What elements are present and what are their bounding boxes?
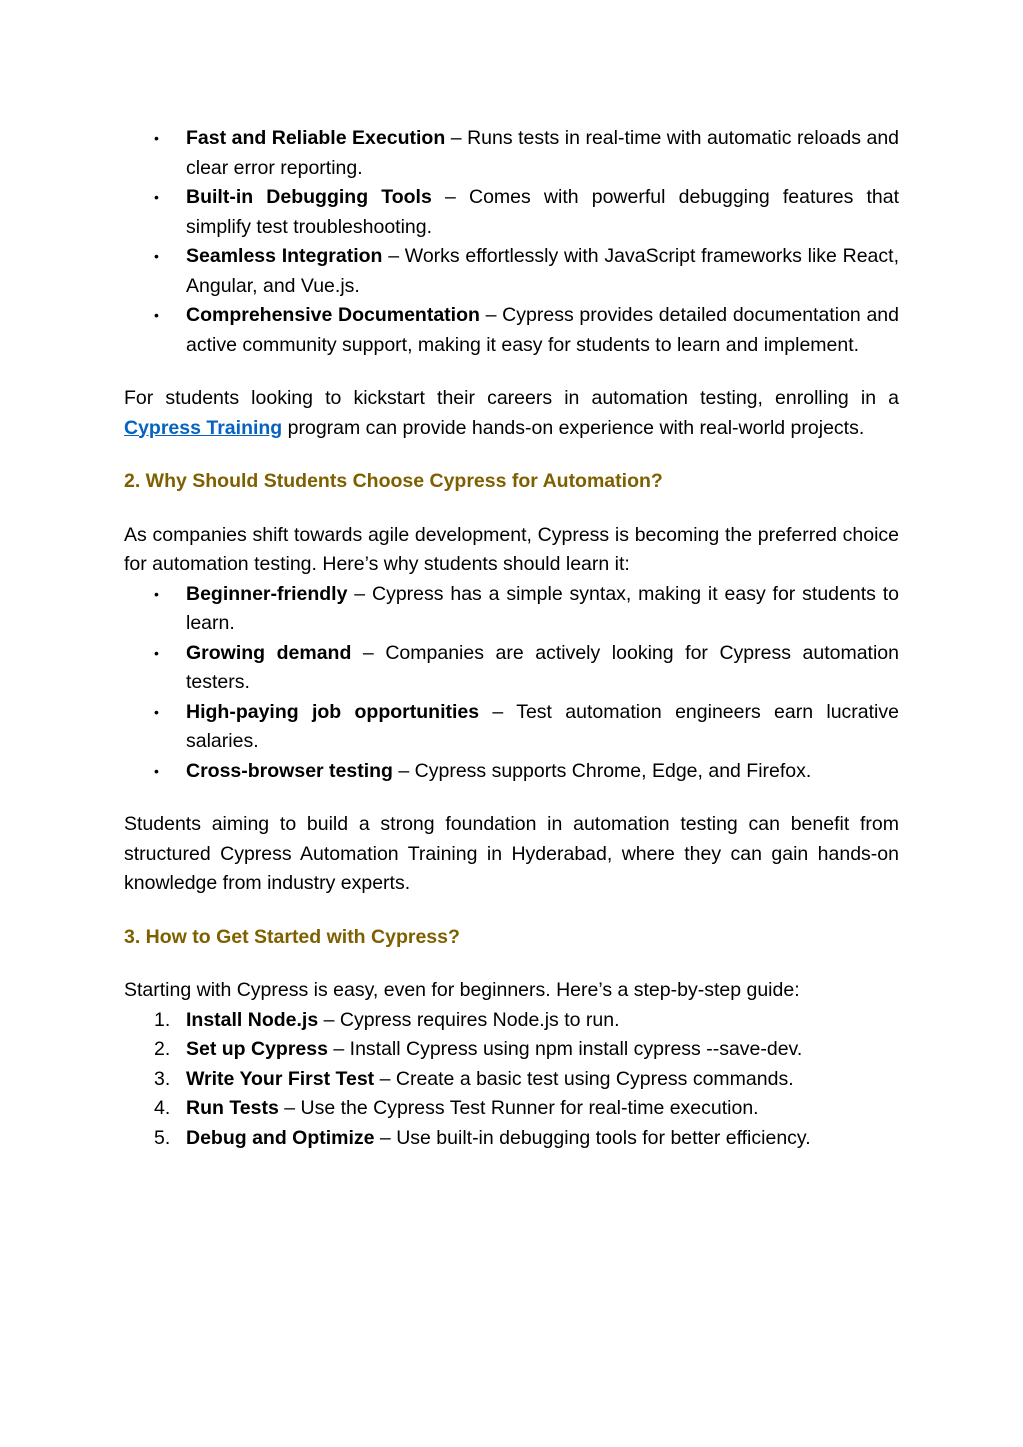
item-term: Beginner-friendly (186, 582, 348, 605)
step-number: 4. (154, 1097, 171, 1119)
list-item (124, 301, 899, 360)
section-intro: Starting with Cypress is easy, even for beginners. Here’s a step-by-step guide: (124, 979, 800, 1001)
item-description: – Cypress requires Node.js to run. (318, 1008, 620, 1031)
item-term: Write Your First Test (186, 1067, 375, 1090)
list-item (124, 698, 899, 757)
item-term: Debug and Optimize (186, 1126, 375, 1149)
step-number: 3. (154, 1067, 171, 1090)
list-item (124, 1065, 899, 1095)
list-item (124, 242, 899, 301)
features-list (124, 124, 899, 360)
bullet-icon: • (154, 585, 159, 602)
paragraph-text: program can provide hands-on experience with real-world projects. (282, 416, 865, 439)
training-paragraph (124, 384, 899, 443)
cypress-training-link[interactable]: Cypress Training (124, 416, 283, 439)
list-item (124, 1035, 899, 1065)
item-description: – Use the Cypress Test Runner for real-time execution. (278, 1097, 759, 1119)
item-term: Run Tests (186, 1097, 279, 1119)
item-term: Comprehensive Documentation (186, 304, 480, 326)
item-term: Built-in Debugging Tools (186, 186, 432, 208)
bullet-icon: • (154, 307, 159, 323)
list-item (124, 1124, 899, 1154)
section-heading: 3. How to Get Started with Cypress? (124, 925, 460, 948)
list-item (124, 1094, 899, 1124)
item-description: – Test automation engineers earn lucrative salaries. (186, 700, 899, 752)
item-term: Seamless Integration (186, 245, 383, 267)
document-page (124, 124, 899, 1153)
bullet-icon: • (154, 189, 159, 205)
reasons-list (124, 580, 899, 787)
item-description: – Runs tests in real-time with automatic reloads and clear error reporting. (186, 127, 900, 179)
list-item (124, 124, 899, 183)
list-item (124, 757, 899, 787)
list-item (124, 639, 899, 698)
section-intro: As companies shift towards agile development, Cypress is becoming the preferred choice for automation testing. Here’s why students should learn it: (124, 523, 899, 575)
item-description: – Works effortlessly with JavaScript frameworks like React, Angular, and Vue.js. (186, 245, 899, 297)
item-term: Growing demand (186, 641, 352, 664)
item-term: Cross-browser testing (186, 759, 393, 782)
bullet-icon: • (154, 644, 159, 661)
section-heading: 2. Why Should Students Choose Cypress for Automation? (124, 470, 663, 492)
bullet-icon: • (154, 762, 159, 779)
item-description: – Use built-in debugging tools for better efficiency. (374, 1126, 811, 1149)
list-item (124, 183, 899, 242)
item-description: – Create a basic test using Cypress commands. (374, 1067, 794, 1090)
item-description: – Cypress has a simple syntax, making it easy for students to learn. (186, 582, 899, 634)
step-number: 1. (154, 1008, 171, 1031)
step-number: 2. (154, 1038, 171, 1060)
item-term: High-paying job opportunities (186, 700, 480, 723)
item-description: – Cypress provides detailed documentation and active community support, making it easy for students to learn and implement. (186, 304, 899, 356)
bullet-icon: • (154, 130, 159, 146)
item-description: – Cypress supports Chrome, Edge, and Firefox. (392, 759, 812, 782)
item-description: – Install Cypress using npm install cypress --save-dev. (327, 1038, 803, 1060)
closing-paragraph: Students aiming to build a strong foundation in automation testing can benefit from structured Cypress Automation Training in Hyderabad, where they can gain hands-on knowledge from industry experts. (124, 813, 899, 894)
item-term: Fast and Reliable Execution (186, 127, 446, 149)
step-number: 5. (154, 1126, 171, 1149)
item-description: – Comes with powerful debugging features that simplify test troubleshooting. (186, 186, 899, 238)
item-term: Set up Cypress (186, 1038, 328, 1060)
paragraph-text: For students looking to kickstart their careers in automation testing, enrolling in a (124, 387, 899, 409)
item-term: Install Node.js (186, 1008, 319, 1031)
item-description: – Companies are actively looking for Cypress automation testers. (186, 641, 899, 693)
list-item (124, 1006, 899, 1036)
bullet-icon: • (154, 248, 159, 264)
bullet-icon: • (154, 703, 159, 720)
steps-list (124, 1006, 899, 1154)
list-item (124, 580, 899, 639)
